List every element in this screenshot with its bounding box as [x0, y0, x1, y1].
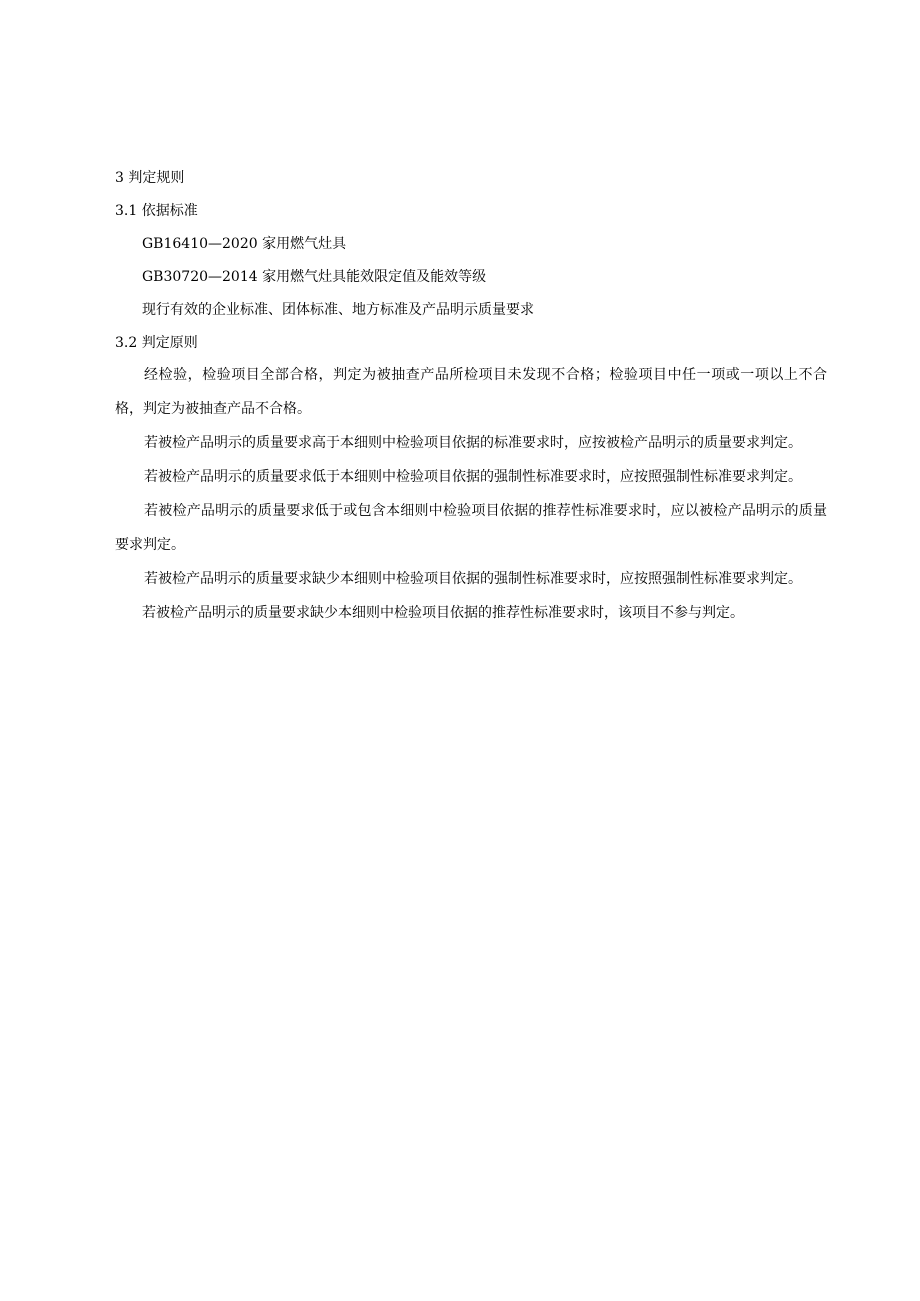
- standard-gb16410: GB16410—2020 家用燃气灶具: [142, 236, 347, 252]
- section-3-2-heading: 3.2 判定原则: [115, 335, 198, 351]
- principle-paragraph-3: 若被检产品明示的质量要求低于本细则中检验项目依据的强制性标准要求时，应按照强制性标准要求判定。: [144, 469, 802, 485]
- document-page: [115, 166, 827, 630]
- section-3-heading: 3 判定规则: [115, 170, 185, 186]
- principle-paragraph-4: 若被检产品明示的质量要求低于或包含本细则中检验项目依据的推荐性标准要求时，应以被检产品明示的质量要求判定。: [115, 503, 827, 553]
- standard-gb30720: GB30720—2014 家用燃气灶具能效限定值及能效等级: [142, 269, 487, 285]
- section-3-1-heading: 3.1 依据标准: [115, 203, 198, 219]
- principle-paragraph-5: 若被检产品明示的质量要求缺少本细则中检验项目依据的强制性标准要求时，应按照强制性标准要求判定。: [144, 571, 802, 587]
- principle-paragraph-2: 若被检产品明示的质量要求高于本细则中检验项目依据的标准要求时，应按被检产品明示的质量要求判定。: [144, 435, 802, 451]
- principle-paragraph-1: 经检验，检验项目全部合格，判定为被抽查产品所检项目未发现不合格；检验项目中任一项或一项以上不合格，判定为被抽查产品不合格。: [115, 367, 827, 417]
- standard-enterprise: 现行有效的企业标准、团体标准、地方标准及产品明示质量要求: [142, 302, 534, 318]
- principle-paragraph-6: 若被检产品明示的质量要求缺少本细则中检验项目依据的推荐性标准要求时，该项目不参与判定。: [142, 605, 744, 621]
